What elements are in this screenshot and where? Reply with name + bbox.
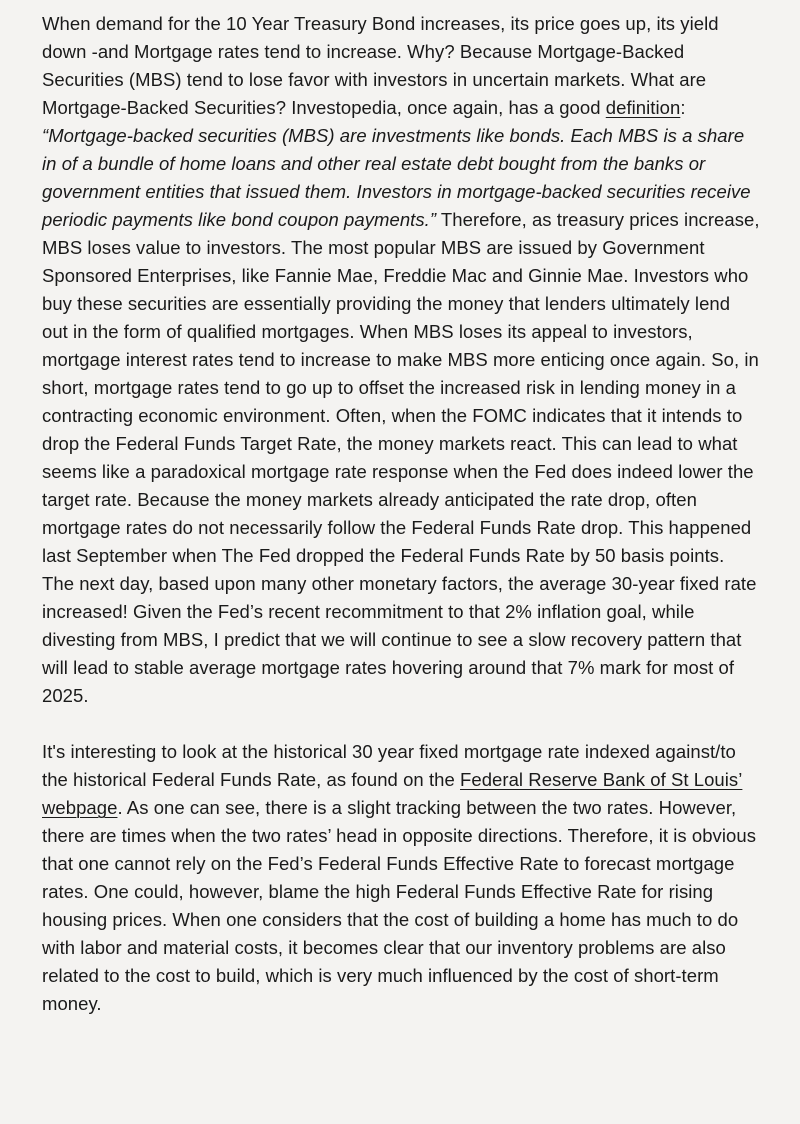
investopedia-quote: “Mortgage-backed securities (MBS) are investments like bonds. Each MBS is a share in of a bundle of home loans and other real estate debt bought from the banks or government entities that issued them. Investors in mortgage-backed securities receive periodic payments like bond coupon payments.”	[42, 125, 751, 230]
paragraph-intro-text: When demand for the 10 Year Treasury Bond increases, its price goes up, its yield down -and Mortgage rates tend to increase. Why? Because Mortgage-Backed Securities (MBS) tend to lose favor with investors in uncertain markets. What are Mortgage-Backed Securities? Investopedia, once again, has a good	[42, 13, 719, 118]
paragraph-fed-funds-comparison	[42, 738, 760, 1018]
paragraph-body-text: Therefore, as treasury prices increase, MBS loses value to investors. The most popular MBS are issued by Government Sponsored Enterprises, like Fannie Mae, Freddie Mac and Ginnie Mae. Investors who buy these securities are essentially providing the money that lenders ultimately lend out in the form of qualified mortgages. When MBS loses its appeal to investors, mortgage interest rates tend to increase to make MBS more enticing once again. So, in short, mortgage rates tend to go up to offset the increased risk in lending money in a contracting economic environment. Often, when the FOMC indicates that it intends to drop the Federal Funds Target Rate, the money markets react. This can lead to what seems like a paradoxical mortgage rate response when the Fed does indeed lower the target rate. Because the money markets already anticipated the rate drop, often mortgage rates do not necessarily follow the Federal Funds Rate drop. This happened last September when The Fed dropped the Federal Funds Rate by 50 basis points. The next day, based upon many other monetary factors, the average 30-year fixed rate increased! Given the Fed’s recent recommitment to that 2% inflation goal, while divesting from MBS, I predict that we will continue to see a slow recovery pattern that will lead to stable average mortgage rates hovering around that 7% mark for most of 2025.	[42, 209, 760, 706]
paragraph-intro-text: It's interesting to look at the historical 30 year fixed mortgage rate indexed against/to the historical Federal Funds Rate, as found on the	[42, 741, 736, 790]
colon-text: :	[680, 97, 686, 118]
definition-link[interactable]: definition	[605, 97, 681, 118]
paragraph-mbs-explanation	[42, 10, 760, 710]
st-louis-fed-link[interactable]: Federal Reserve Bank of St Louis’ webpage	[42, 769, 743, 818]
paragraph-body-text: . As one can see, there is a slight tracking between the two rates. However, there are times when the two rates’ head in opposite directions. Therefore, it is obvious that one cannot rely on the Fed’s Federal Funds Effective Rate to forecast mortgage rates. One could, however, blame the high Federal Funds Effective Rate for rising housing prices. When one considers that the cost of building a home has much to do with labor and material costs, it becomes clear that our inventory problems are also related to the cost to build, which is very much influenced by the cost of short-term money.	[42, 797, 756, 1014]
